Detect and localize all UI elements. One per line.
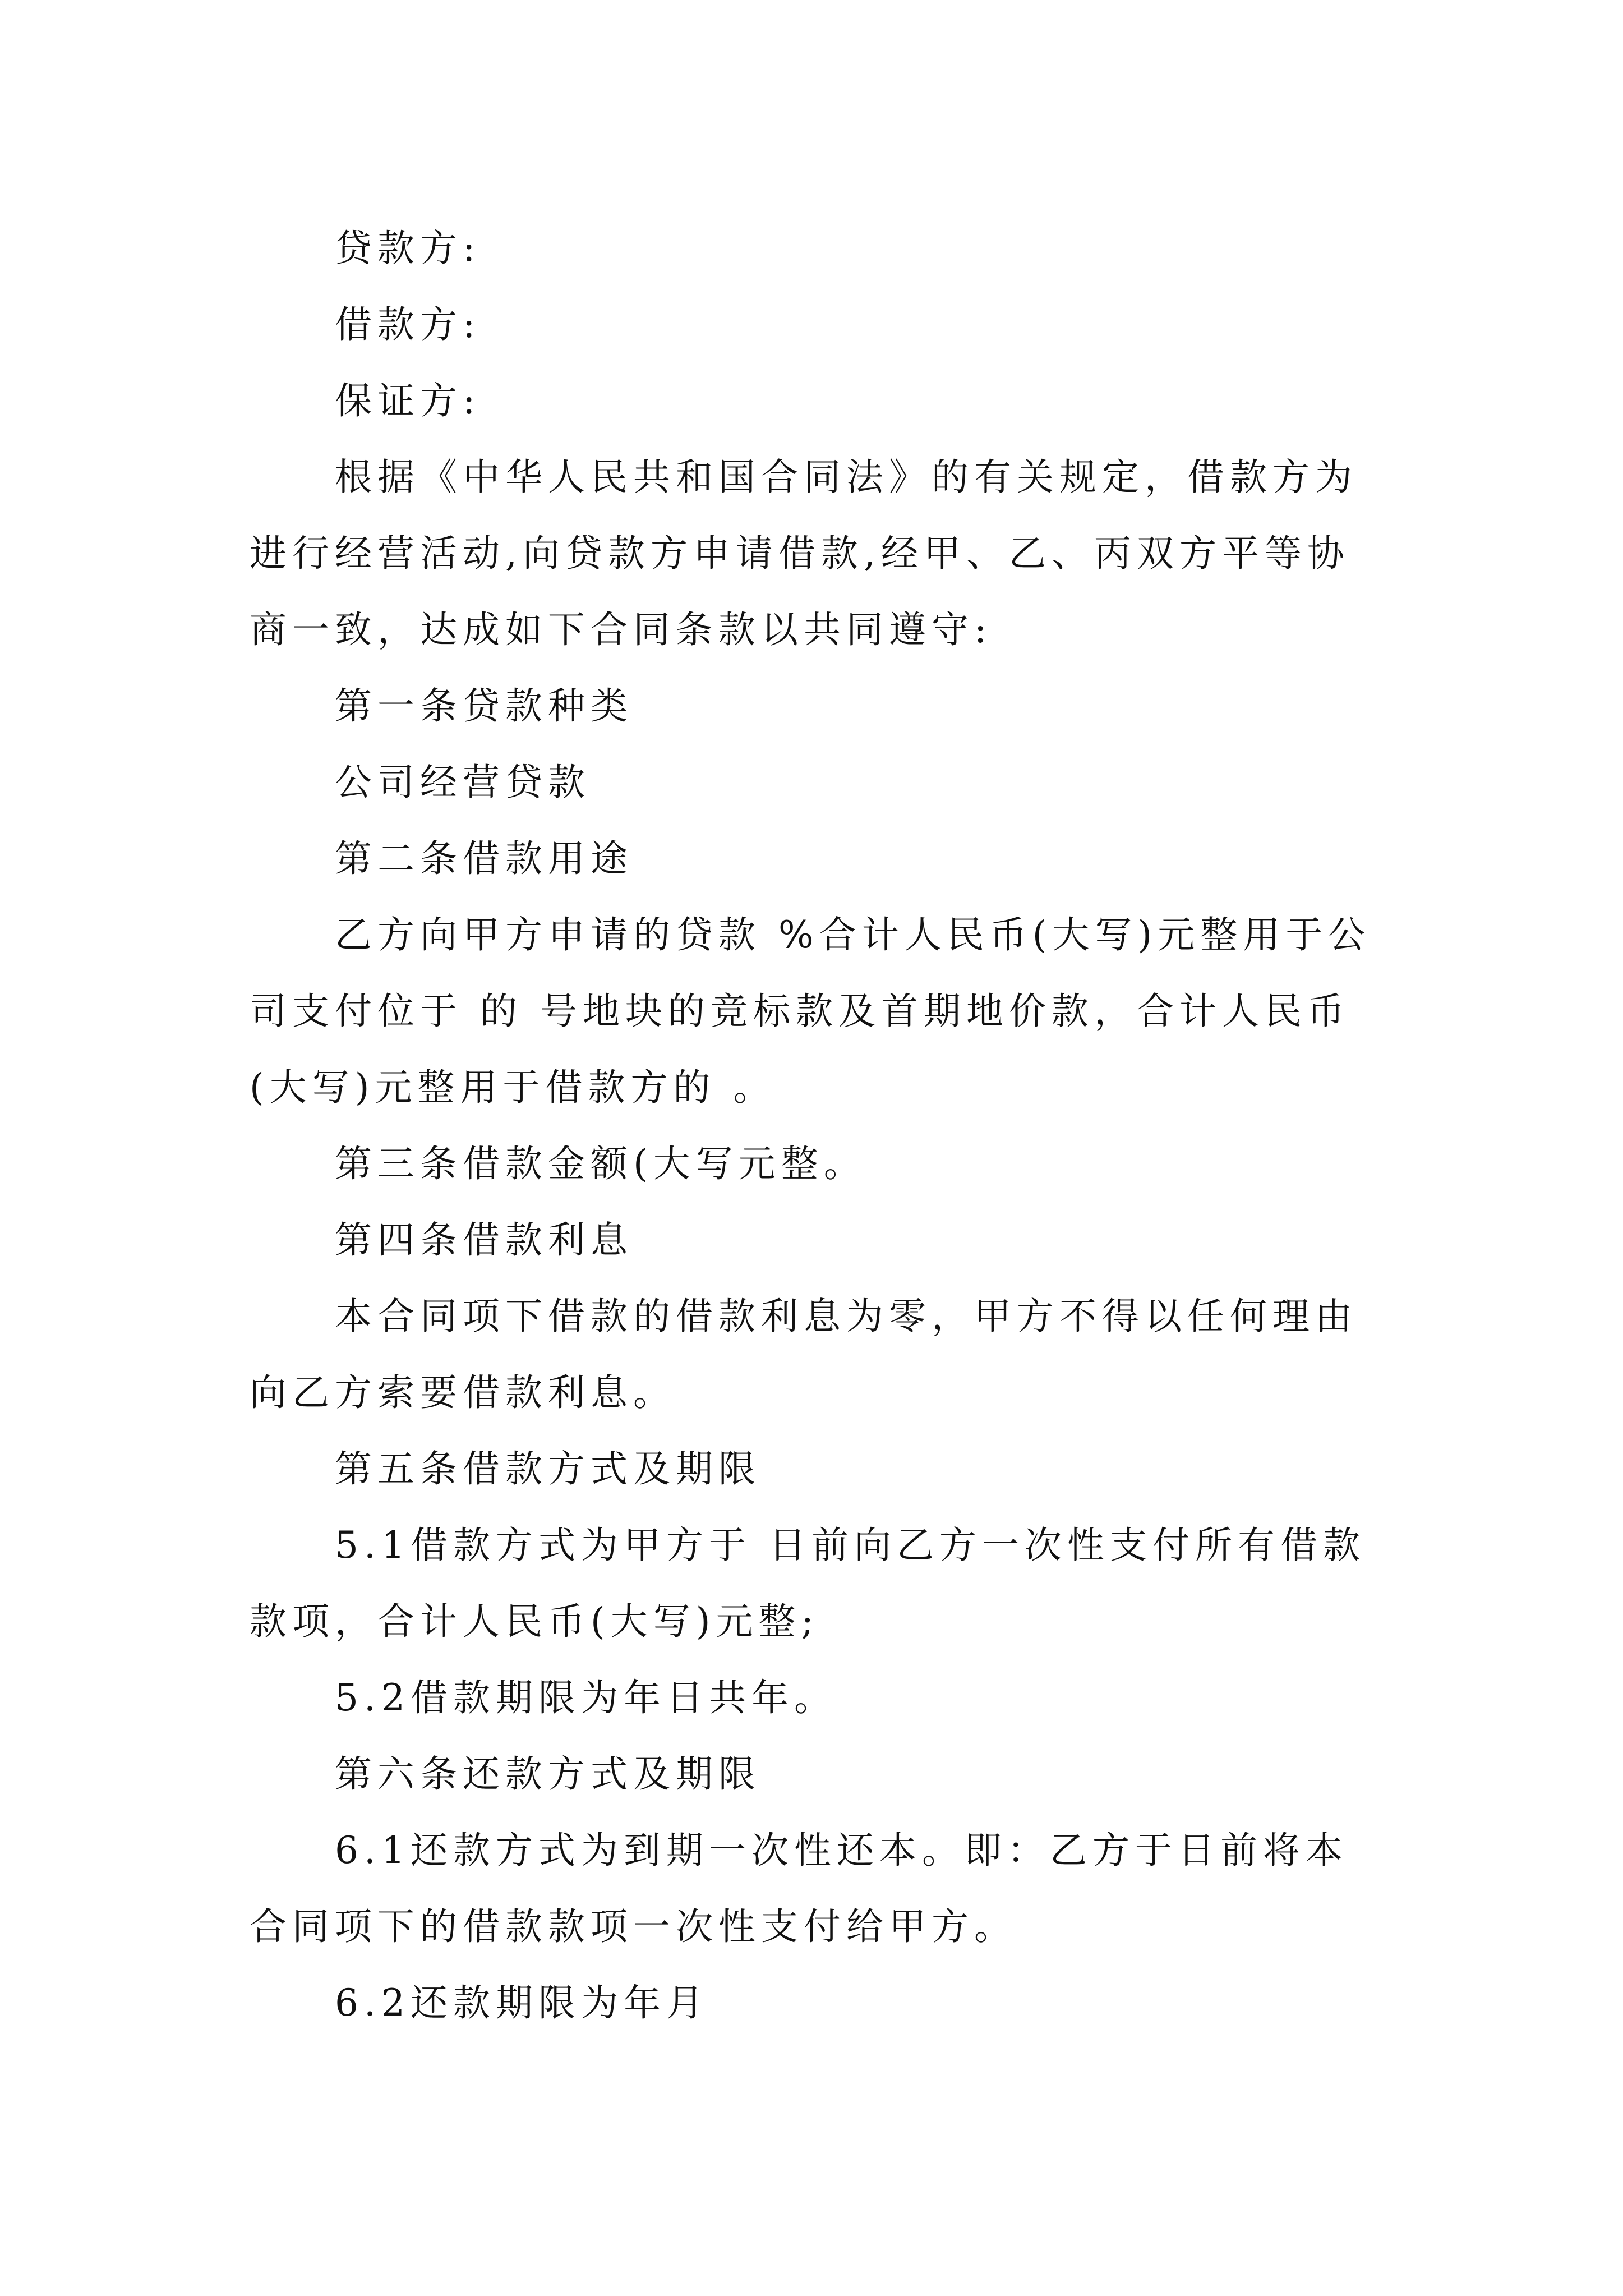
article-5-heading: 第五条借款方式及期限 [335, 1447, 761, 1490]
clause-6-2: 6.2还款期限为年月 [335, 1981, 709, 2024]
article-2-heading: 第二条借款用途 [335, 837, 633, 880]
article-3-heading: 第三条借款金额(大写元整。 [335, 1142, 866, 1185]
clause-6-1: 6.1还款方式为到期一次性还本。即：乙方于日前将本合同项下的借款款项一次性支付给甲方。 [250, 1829, 1348, 1948]
document-body [250, 210, 1377, 2041]
lender-label: 贷款方: [335, 227, 481, 270]
article-4-heading: 第四条借款利息 [335, 1218, 633, 1262]
clause-5-1: 5.1借款方式为甲方于 日前向乙方一次性支付所有借款款项，合计人民币(大写)元整; [250, 1524, 1366, 1643]
borrower-label: 借款方: [335, 303, 481, 346]
preamble-paragraph: 根据《中华人民共和国合同法》的有关规定，借款方为进行经营活动,向贷款方申请借款,经甲、乙、丙双方平等协商一致，达成如下合同条款以共同遵守: [250, 455, 1358, 651]
article-4-body: 本合同项下借款的借款利息为零，甲方不得以任何理由向乙方索要借款利息。 [250, 1295, 1358, 1414]
article-6-heading: 第六条还款方式及期限 [335, 1752, 761, 1796]
article-1-heading: 第一条贷款种类 [335, 684, 633, 728]
article-1-body: 公司经营贷款 [335, 761, 591, 804]
clause-5-2: 5.2借款期限为年日共年。 [335, 1676, 837, 1719]
guarantor-label: 保证方: [335, 379, 481, 422]
article-2-body: 乙方向甲方申请的贷款 %合计人民币(大写)元整用于公司支付位于 的 号地块的竞标款及首期地价款，合计人民币(大写)元整用于借款方的 。 [250, 913, 1371, 1109]
